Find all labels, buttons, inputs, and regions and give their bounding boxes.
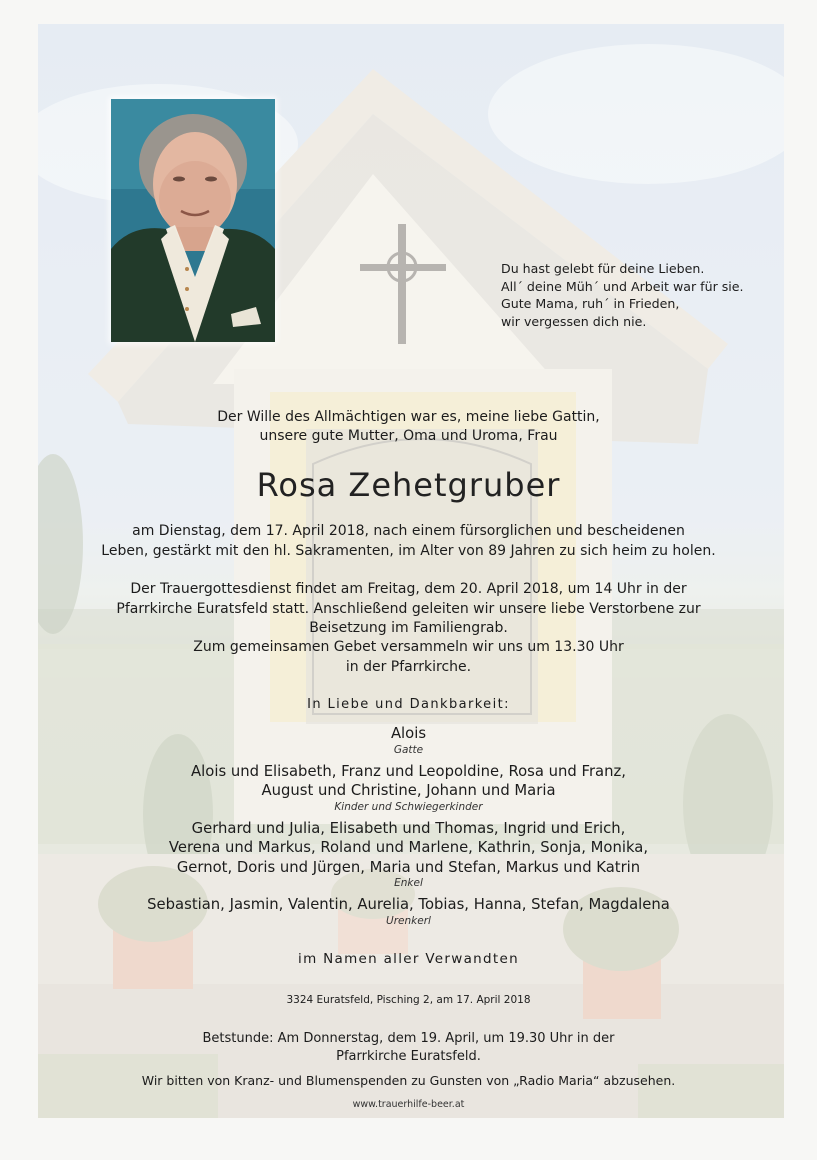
mourner-group-grandchildren xyxy=(40,819,777,890)
mourner-group-great-grandchildren xyxy=(40,895,777,927)
verse-line: Gute Mama, ruh´ in Frieden, xyxy=(501,296,680,311)
funeral-line: Pfarrkirche Euratsfeld statt. Anschließend geleiten wir unsere liebe Verstorbene zur xyxy=(116,600,701,617)
mourner-line: Sebastian, Jasmin, Valentin, Aurelia, Tobias, Hanna, Stefan, Magdalena xyxy=(147,896,670,913)
mourner-group-spouse xyxy=(40,724,777,756)
funeral-line: Beisetzung im Familiengrab. xyxy=(309,620,508,636)
deceased-name: Rosa Zehetgruber xyxy=(256,466,561,504)
mourner-group-children xyxy=(40,762,777,813)
website-link[interactable]: www.trauerhilfe-beer.at xyxy=(352,1099,465,1110)
vigil-line: Betstunde: Am Donnerstag, dem 19. April, um 19.30 Uhr in der xyxy=(202,1031,615,1046)
mourner-line: Gerhard und Julia, Elisabeth und Thomas, Ingrid und Erich, xyxy=(191,819,626,837)
funeral-line: Der Trauergottesdienst findet am Freitag, dem 20. April 2018, um 14 Uhr in der xyxy=(130,581,687,597)
memorial-verse xyxy=(501,260,761,330)
donation-request: Wir bitten von Kranz- und Blumenspenden zu Gunsten von „Radio Maria“ abzusehen. xyxy=(141,1073,676,1088)
verse-line: Du hast gelebt für deine Lieben. xyxy=(501,261,705,276)
mourner-role: Urenkerl xyxy=(386,914,431,927)
mourner-line: Alois xyxy=(390,725,427,742)
relatives-line: im Namen aller Verwandten xyxy=(298,951,519,967)
portrait-photo xyxy=(111,99,275,342)
death-notice xyxy=(40,522,777,561)
mourner-line: Gernot, Doris und Jürgen, Maria und Stefan, Markus und Katrin xyxy=(176,858,641,876)
prayer-line: Zum gemeinsamen Gebet versammeln wir uns um 13.30 Uhr xyxy=(193,639,624,655)
intro-line: Der Wille des Allmächtigen war es, meine liebe Gattin, xyxy=(217,409,600,425)
mourner-role: Gatte xyxy=(393,743,424,756)
place-and-date: 3324 Euratsfeld, Pisching 2, am 17. April 2018 xyxy=(286,994,531,1006)
mourners-list xyxy=(40,724,777,933)
intro-text xyxy=(40,408,777,446)
mourner-line: Verena und Markus, Roland und Marlene, Kathrin, Sonja, Monika, xyxy=(168,839,649,856)
gratitude-heading: In Liebe und Dankbarkeit: xyxy=(307,697,510,712)
mourner-line: August und Christine, Johann und Maria xyxy=(261,782,556,799)
notice-line: Leben, gestärkt mit den hl. Sakramenten, im Alter von 89 Jahren zu sich heim zu holen. xyxy=(101,542,716,559)
verse-line: wir vergessen dich nie. xyxy=(501,313,647,329)
verse-line: All´ deine Müh´ und Arbeit war für sie. xyxy=(501,278,744,294)
prayer-gathering xyxy=(40,638,777,677)
intro-line: unsere gute Mutter, Oma und Uroma, Frau xyxy=(259,428,558,444)
notice-line: am Dienstag, dem 17. April 2018, nach einem fürsorglichen und bescheidenen xyxy=(132,523,685,539)
mourner-role: Kinder und Schwiegerkinder xyxy=(334,800,483,813)
mourner-role: Enkel xyxy=(394,877,423,889)
funeral-service xyxy=(40,580,777,639)
prayer-vigil xyxy=(40,1030,777,1066)
mourner-line: Alois und Elisabeth, Franz und Leopoldine, Rosa und Franz, xyxy=(191,762,626,780)
prayer-line: in der Pfarrkirche. xyxy=(345,658,472,675)
vigil-line: Pfarrkirche Euratsfeld. xyxy=(336,1049,481,1064)
